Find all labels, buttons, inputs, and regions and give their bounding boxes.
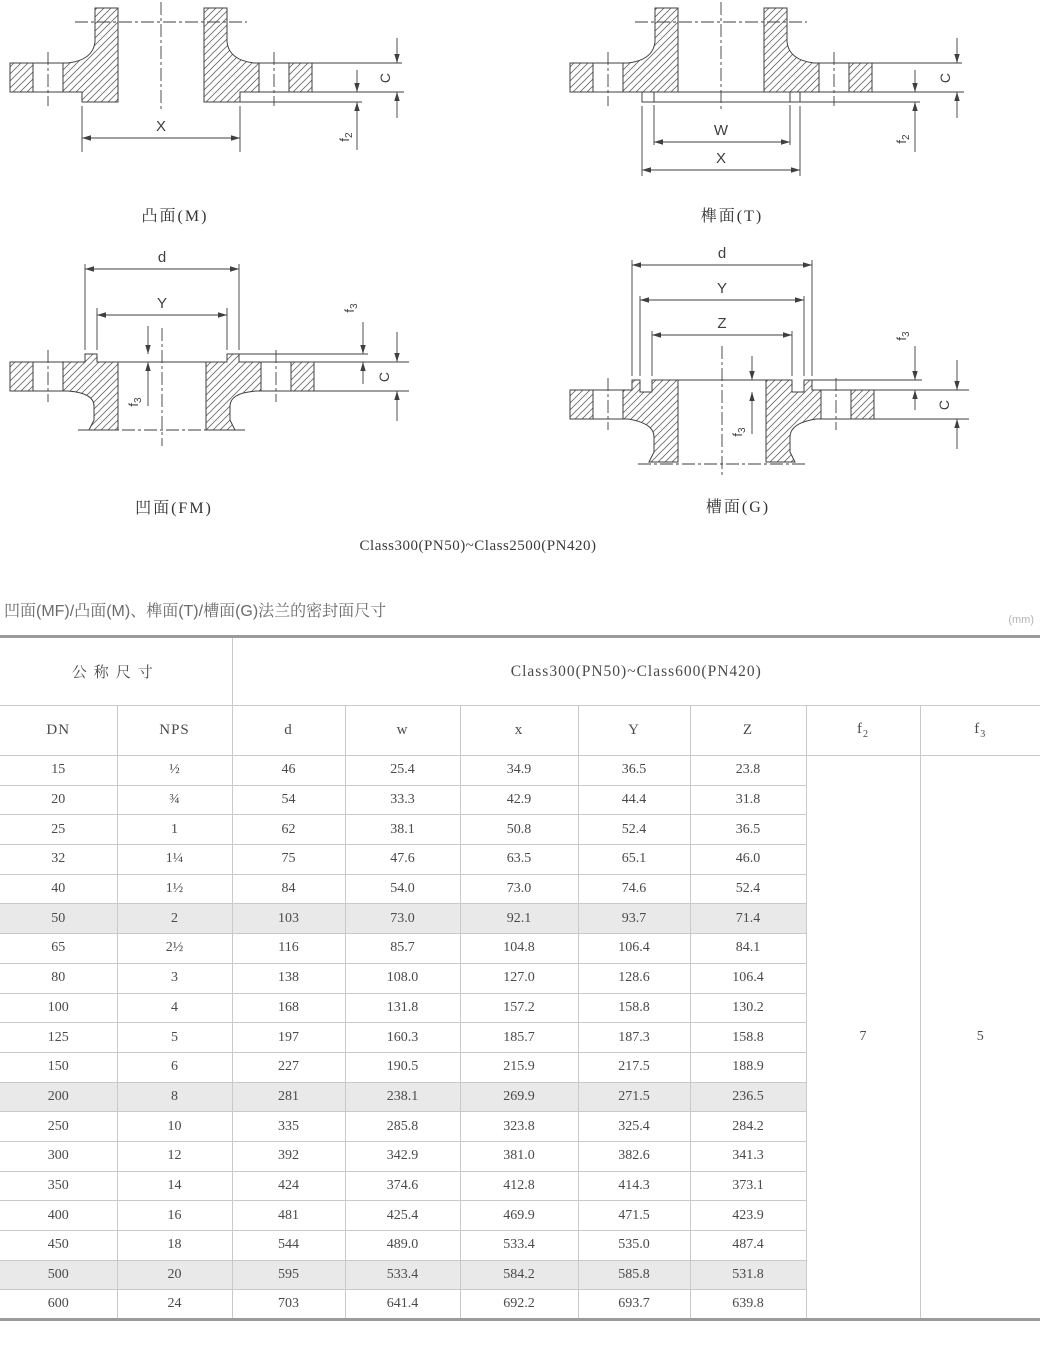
col-header-f3: $f_3$ — [920, 706, 1040, 756]
table-cell: 50.8 — [460, 815, 578, 845]
drawing-tongue-face-t — [560, 0, 1040, 232]
dim-label-c: C — [937, 72, 953, 84]
table-cell: 116 — [232, 934, 345, 964]
table-cell: 533.4 — [460, 1231, 578, 1261]
table-cell: 238.1 — [345, 1082, 460, 1112]
table-cell: 271.5 — [578, 1082, 690, 1112]
table-cell: 50 — [0, 904, 117, 934]
drawing-raised-face-m — [0, 0, 420, 232]
dim-label-d: d — [717, 245, 727, 262]
drawing-groove-face-g — [560, 238, 1040, 480]
table-cell: 692.2 — [460, 1290, 578, 1320]
table-cell: 450 — [0, 1231, 117, 1261]
dim-label-x: X — [155, 118, 167, 135]
table-cell: 15 — [0, 756, 117, 786]
table-cell: 65.1 — [578, 845, 690, 875]
table-cell: 20 — [0, 785, 117, 815]
table-cell: 54.0 — [345, 874, 460, 904]
table-cell: 46 — [232, 756, 345, 786]
table-cell: 217.5 — [578, 1052, 690, 1082]
table-cell: 2½ — [117, 934, 232, 964]
dim-label-f3-inner: $f_3$ — [126, 397, 144, 407]
table-cell: 500 — [0, 1260, 117, 1290]
table-cell: 341.3 — [690, 1141, 806, 1171]
table-cell: 487.4 — [690, 1231, 806, 1261]
table-cell: 8 — [117, 1082, 232, 1112]
dimension-table — [0, 635, 1040, 1321]
col-header-d: d — [232, 706, 345, 756]
table-cell: 595 — [232, 1260, 345, 1290]
table-cell: 74.6 — [578, 874, 690, 904]
table-cell: 52.4 — [690, 874, 806, 904]
table-cell: 23.8 — [690, 756, 806, 786]
table-cell: 103 — [232, 904, 345, 934]
table-cell: 197 — [232, 1023, 345, 1053]
table-cell: 227 — [232, 1052, 345, 1082]
table-cell: 703 — [232, 1290, 345, 1320]
table-cell: ¾ — [117, 785, 232, 815]
table-cell: 342.9 — [345, 1141, 460, 1171]
table-cell: 481 — [232, 1201, 345, 1231]
dim-label-c: C — [377, 72, 393, 84]
table-cell: 425.4 — [345, 1201, 460, 1231]
table-cell: 2 — [117, 904, 232, 934]
table-cell: 250 — [0, 1112, 117, 1142]
table-row — [0, 756, 1040, 786]
table-cell: 190.5 — [345, 1052, 460, 1082]
table-cell: 85.7 — [345, 934, 460, 964]
dim-label-f3: $f_3$ — [894, 331, 912, 341]
table-cell: 65 — [0, 934, 117, 964]
col-header-z: Z — [690, 706, 806, 756]
table-cell: 412.8 — [460, 1171, 578, 1201]
col-header-x: x — [460, 706, 578, 756]
table-cell: 104.8 — [460, 934, 578, 964]
table-cell: 489.0 — [345, 1231, 460, 1261]
table-cell: 12 — [117, 1141, 232, 1171]
dim-label-w: W — [713, 122, 729, 139]
header-columns-row — [0, 706, 1040, 756]
table-cell: 188.9 — [690, 1052, 806, 1082]
table-cell: 533.4 — [345, 1260, 460, 1290]
table-cell: 335 — [232, 1112, 345, 1142]
table-cell: 1¼ — [117, 845, 232, 875]
table-cell: 16 — [117, 1201, 232, 1231]
header-group-row — [0, 637, 1040, 706]
table-cell: 187.3 — [578, 1023, 690, 1053]
col-header-w: w — [345, 706, 460, 756]
flange-section-fm — [10, 354, 409, 430]
table-cell: 47.6 — [345, 845, 460, 875]
col-header-nps: NPS — [117, 706, 232, 756]
table-cell: 130.2 — [690, 993, 806, 1023]
table-cell: 54 — [232, 785, 345, 815]
table-cell: 14 — [117, 1171, 232, 1201]
table-cell: 544 — [232, 1231, 345, 1261]
table-cell: 18 — [117, 1231, 232, 1261]
table-cell: 6 — [117, 1052, 232, 1082]
table-cell: 71.4 — [690, 904, 806, 934]
table-cell: 531.8 — [690, 1260, 806, 1290]
table-cell: 158.8 — [690, 1023, 806, 1053]
table-cell: 128.6 — [578, 963, 690, 993]
table-cell: 185.7 — [460, 1023, 578, 1053]
table-cell: 52.4 — [578, 815, 690, 845]
table-cell: 75 — [232, 845, 345, 875]
table-cell: 471.5 — [578, 1201, 690, 1231]
table-cell: 1 — [117, 815, 232, 845]
table-cell: 46.0 — [690, 845, 806, 875]
table-cell: 3 — [117, 963, 232, 993]
dim-label-f2: $f_2$ — [894, 134, 912, 144]
unit-label: (mm) — [1008, 614, 1034, 626]
table-cell: 281 — [232, 1082, 345, 1112]
table-cell: 127.0 — [460, 963, 578, 993]
table-cell: 92.1 — [460, 904, 578, 934]
table-cell: 350 — [0, 1171, 117, 1201]
table-cell: 36.5 — [690, 815, 806, 845]
table-cell: 215.9 — [460, 1052, 578, 1082]
table-cell: 600 — [0, 1290, 117, 1320]
table-cell: 168 — [232, 993, 345, 1023]
table-cell: 125 — [0, 1023, 117, 1053]
header-class-range: Class300(PN50)~Class600(PN420) — [232, 637, 1040, 706]
pressure-class-caption: Class300(PN50)~Class2500(PN420) — [359, 538, 597, 554]
col-header-y: Y — [578, 706, 690, 756]
table-cell: 84.1 — [690, 934, 806, 964]
caption-female-face-fm: 凹面(FM) — [135, 500, 213, 517]
dim-label-f3-inner: $f_3$ — [730, 427, 748, 437]
table-cell: 469.9 — [460, 1201, 578, 1231]
table-cell: 584.2 — [460, 1260, 578, 1290]
table-cell: 10 — [117, 1112, 232, 1142]
table-cell: 106.4 — [578, 934, 690, 964]
table-cell: 33.3 — [345, 785, 460, 815]
table-cell: 44.4 — [578, 785, 690, 815]
dim-label-d: d — [157, 249, 167, 266]
table-cell: 236.5 — [690, 1082, 806, 1112]
table-cell: 108.0 — [345, 963, 460, 993]
table-cell: 269.9 — [460, 1082, 578, 1112]
table-cell: 641.4 — [345, 1290, 460, 1320]
caption-raised-face-m: 凸面(M) — [141, 208, 209, 225]
table-cell: 31.8 — [690, 785, 806, 815]
table-cell: 1½ — [117, 874, 232, 904]
table-cell: 138 — [232, 963, 345, 993]
table-cell: 382.6 — [578, 1141, 690, 1171]
f2-merged-cell: 7 — [806, 756, 920, 1320]
table-cell: 300 — [0, 1141, 117, 1171]
f3-merged-cell: 5 — [920, 756, 1040, 1320]
table-cell: 400 — [0, 1201, 117, 1231]
caption-groove-face-g: 槽面(G) — [705, 499, 771, 516]
table-cell: 73.0 — [345, 904, 460, 934]
table-cell: 106.4 — [690, 963, 806, 993]
table-cell: 62 — [232, 815, 345, 845]
table-cell: 374.6 — [345, 1171, 460, 1201]
dim-label-y: Y — [716, 280, 728, 297]
dim-label-c: C — [936, 399, 952, 411]
dim-label-f3: $f_3$ — [342, 303, 360, 313]
table-cell: 42.9 — [460, 785, 578, 815]
table-cell: 381.0 — [460, 1141, 578, 1171]
section-title: 凹面(MF)/凸面(M)、榫面(T)/槽面(G)法兰的密封面尺寸 — [4, 603, 387, 620]
table-cell: 38.1 — [345, 815, 460, 845]
dim-label-c: C — [376, 371, 392, 383]
table-cell: 423.9 — [690, 1201, 806, 1231]
table-cell: 639.8 — [690, 1290, 806, 1320]
table-cell: 80 — [0, 963, 117, 993]
table-cell: 25.4 — [345, 756, 460, 786]
table-cell: 414.3 — [578, 1171, 690, 1201]
dim-label-x: X — [715, 150, 727, 167]
table-cell: 424 — [232, 1171, 345, 1201]
table-cell: 36.5 — [578, 756, 690, 786]
table-cell: 4 — [117, 993, 232, 1023]
table-cell: 284.2 — [690, 1112, 806, 1142]
table-cell: 392 — [232, 1141, 345, 1171]
table-cell: 40 — [0, 874, 117, 904]
table-cell: 535.0 — [578, 1231, 690, 1261]
table-cell: 34.9 — [460, 756, 578, 786]
table-cell: 84 — [232, 874, 345, 904]
table-cell: 25 — [0, 815, 117, 845]
table-cell: 693.7 — [578, 1290, 690, 1320]
col-header-dn: DN — [0, 706, 117, 756]
table-cell: 157.2 — [460, 993, 578, 1023]
table-cell: 73.0 — [460, 874, 578, 904]
table-cell: 585.8 — [578, 1260, 690, 1290]
dim-label-z: Z — [717, 315, 727, 332]
table-cell: 20 — [117, 1260, 232, 1290]
header-nominal-size: 公称尺寸 — [0, 637, 232, 706]
flange-section-g — [570, 380, 969, 462]
table-cell: 63.5 — [460, 845, 578, 875]
dim-labels-t — [714, 73, 953, 167]
dim-label-y: Y — [156, 295, 168, 312]
table-cell: 158.8 — [578, 993, 690, 1023]
drawing-female-face-fm — [0, 244, 420, 456]
table-cell: 160.3 — [345, 1023, 460, 1053]
table-cell: 285.8 — [345, 1112, 460, 1142]
dimensions-fm — [85, 264, 397, 421]
table-cell: 373.1 — [690, 1171, 806, 1201]
col-header-f2: $f_2$ — [806, 706, 920, 756]
table-cell: 325.4 — [578, 1112, 690, 1142]
table-cell: 100 — [0, 993, 117, 1023]
table-cell: 24 — [117, 1290, 232, 1320]
table-cell: ½ — [117, 756, 232, 786]
caption-tongue-face-t: 榫面(T) — [700, 208, 764, 225]
dim-label-f2: $f_2$ — [337, 132, 355, 142]
table-cell: 93.7 — [578, 904, 690, 934]
table-cell: 150 — [0, 1052, 117, 1082]
table-cell: 32 — [0, 845, 117, 875]
table-cell: 131.8 — [345, 993, 460, 1023]
table-cell: 5 — [117, 1023, 232, 1053]
table-cell: 200 — [0, 1082, 117, 1112]
table-cell: 323.8 — [460, 1112, 578, 1142]
